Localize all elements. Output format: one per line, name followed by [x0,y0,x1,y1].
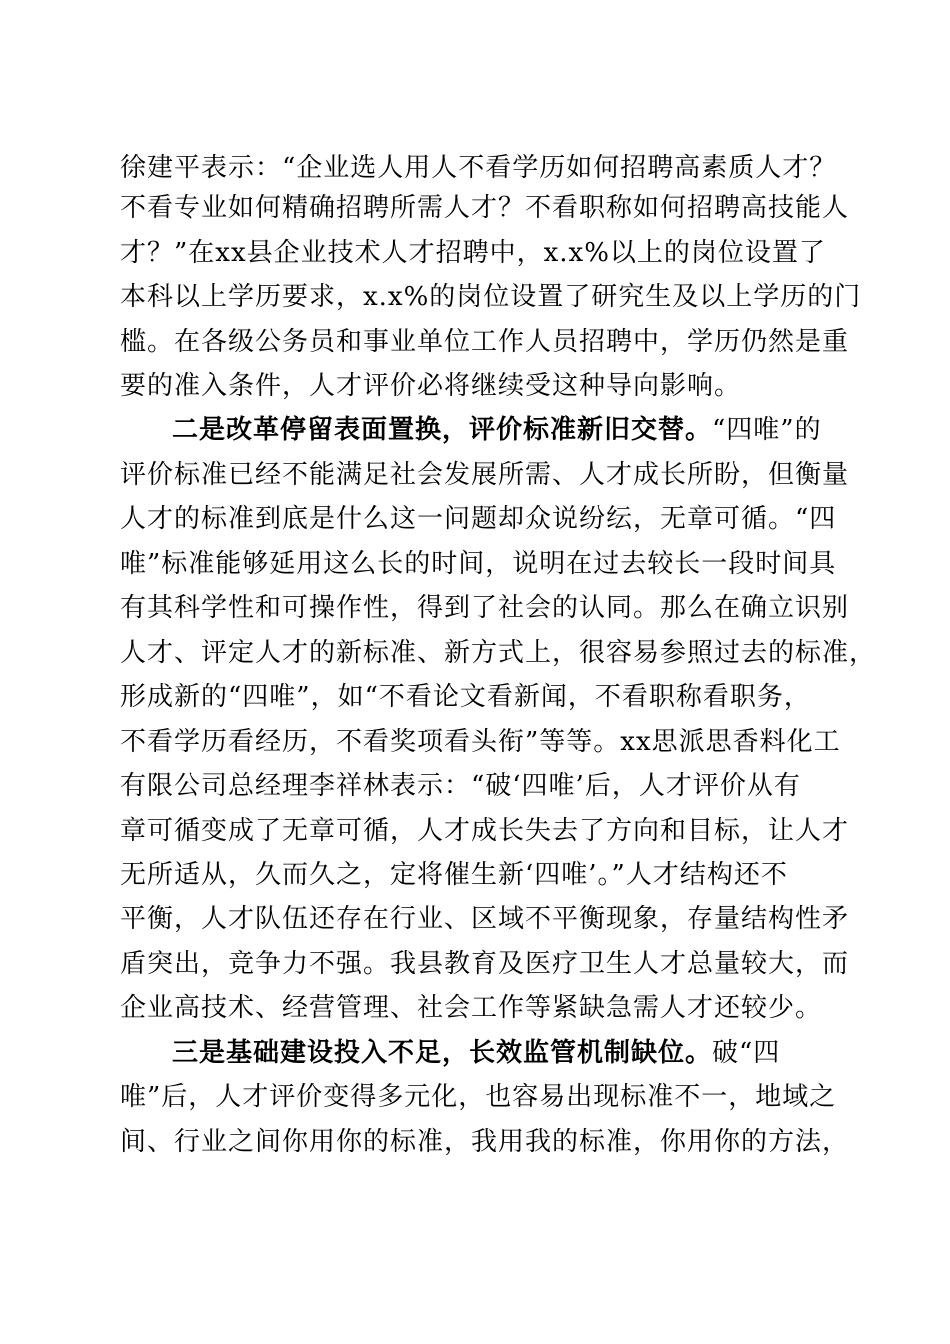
paragraph-line: 才？”在xx县企业技术人才招聘中，x.x%以上的岗位设置了 [120,238,826,268]
paragraph-line: 唯”标准能够延用这么长的时间，说明在过去较长一段时间具 [120,549,837,579]
paragraph-line: 唯”后，人才评价变得多元化，也容易出现标准不一，地域之 [120,1082,837,1112]
paragraph-line: 间、行业之间你用你的标准，我用我的标准，你用你的方法， [120,1127,850,1157]
section-heading: 三是基础建设投入不足，长效监管机制缺位。 [172,1038,713,1068]
paragraph-line [172,410,840,450]
paragraph-line: 人才、评定人才的新标准、新方式上，很容易参照过去的标准， [120,638,877,668]
paragraph-line: 平衡，人才队伍还存在行业、区域不平衡现象，存量结构性矛 [120,904,850,934]
paragraph-line: 不看学历看经历，不看奖项看头衔”等等。xx思派思香料化工 [120,727,841,757]
paragraph-line: 不看专业如何精确招聘所需人才？不看职称如何招聘高技能人 [120,193,850,223]
paragraph-line: 形成新的“四唯”，如“不看论文看新闻，不看职称看职务， [120,682,811,712]
paragraph-line: 本科以上学历要求，x.x%的岗位设置了研究生及以上学历的门 [120,282,862,312]
paragraph-line: 章可循变成了无章可循，人才成长失去了方向和目标，让人才 [120,816,850,846]
paragraph-line: 徐建平表示：“企业选人用人不看学历如何招聘高素质人才？ [120,153,837,183]
section-heading: 二是改革停留表面置换，评价标准新旧交替。 [172,415,713,445]
paragraph-line: 评价标准已经不能满足社会发展所需、人才成长所盼，但衡量 [120,460,850,490]
paragraph-line-continuation: 破“四 [712,1038,781,1068]
paragraph-line: 人才的标准到底是什么这一问题却众说纷纭，无章可循。“四 [120,504,837,534]
paragraph-line: 无所适从，久而久之，定将催生新‘四唯’。”人才结构还不 [120,860,788,890]
paragraph-line: 要的准入条件，人才评价必将继续受这种导向影响。 [120,371,742,401]
paragraph-line: 有其科学性和可操作性，得到了社会的认同。那么在确立识别 [120,593,850,623]
paragraph-line [172,1033,840,1073]
paragraph-line: 盾突出，竞争力不强。我县教育及医疗卫生人才总量较大，而 [120,949,850,979]
paragraph-line-continuation: “四唯”的 [712,415,822,445]
paragraph-line: 槛。在各级公务员和事业单位工作人员招聘中，学历仍然是重 [120,327,850,357]
paragraph-line: 企业高技术、经营管理、社会工作等紧缺急需人才还较少。 [120,993,823,1023]
paragraph-line: 有限公司总经理李祥林表示：“破‘四唯’后，人才评价从有 [120,771,801,801]
